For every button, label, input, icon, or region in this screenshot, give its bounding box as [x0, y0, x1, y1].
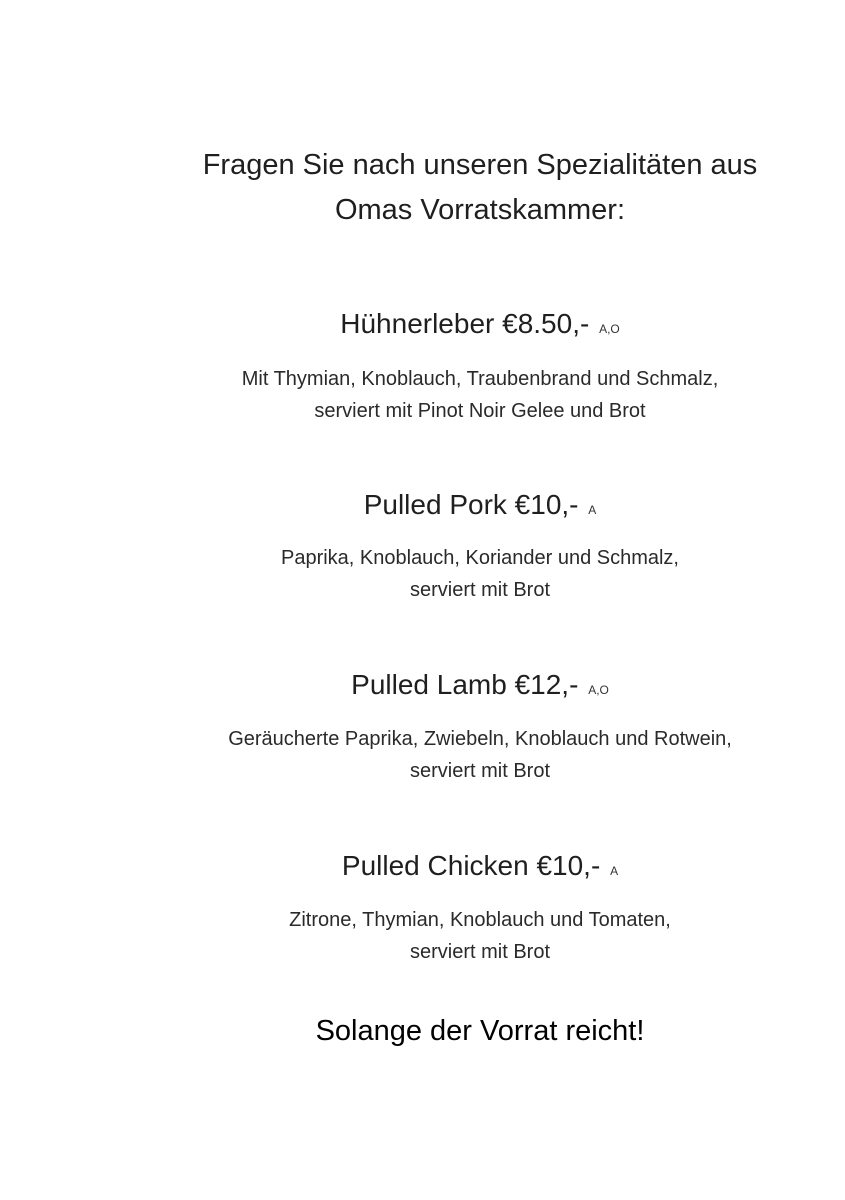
allergen-codes: A [610, 864, 619, 878]
dish-name-price: Pulled Lamb €12,- [351, 669, 579, 700]
dish-name-price: Pulled Chicken €10,- [341, 850, 601, 881]
dish-name-price: Pulled Pork €10,- [363, 489, 579, 520]
allergen-codes: A,O [599, 322, 620, 336]
dish-desc-line-2: serviert mit Pinot Noir Gelee und Brot [314, 400, 646, 422]
intro-line-1: Fragen Sie nach unseren Spezialitäten aus [202, 149, 758, 181]
allergen-codes: A,O [588, 683, 609, 697]
dish-desc-line-2: serviert mit Brot [409, 579, 551, 601]
dish-desc-line-1: Mit Thymian, Knoblauch, Traubenbrand und Schmalz, [241, 368, 719, 390]
dish-desc-line-2: serviert mit Brot [409, 760, 551, 782]
intro-line-2: Omas Vorratskammer: [334, 194, 626, 226]
dish-title-huehnerleber [180, 306, 780, 347]
dish-desc-line-2: serviert mit Brot [409, 941, 551, 963]
intro-heading [180, 143, 780, 233]
dish-description-pulled-lamb [180, 723, 780, 787]
dish-title-pulled-chicken [180, 848, 780, 889]
dish-name-price: Hühnerleber €8.50,- [340, 308, 590, 339]
dish-desc-line-1: Zitrone, Thymian, Knoblauch und Tomaten, [289, 909, 671, 931]
dish-desc-line-1: Geräucherte Paprika, Zwiebeln, Knoblauch und Rotwein, [228, 728, 732, 750]
dish-description-pulled-chicken [180, 904, 780, 968]
dish-title-pulled-lamb [180, 667, 780, 708]
dish-title-pulled-pork [180, 487, 780, 528]
dish-description-pulled-pork [180, 542, 780, 606]
closing-note: Solange der Vorrat reicht! [315, 1015, 645, 1047]
dish-description-huehnerleber [180, 363, 780, 427]
allergen-codes: A [588, 503, 597, 517]
dish-desc-line-1: Paprika, Knoblauch, Koriander und Schmalz, [280, 547, 679, 569]
